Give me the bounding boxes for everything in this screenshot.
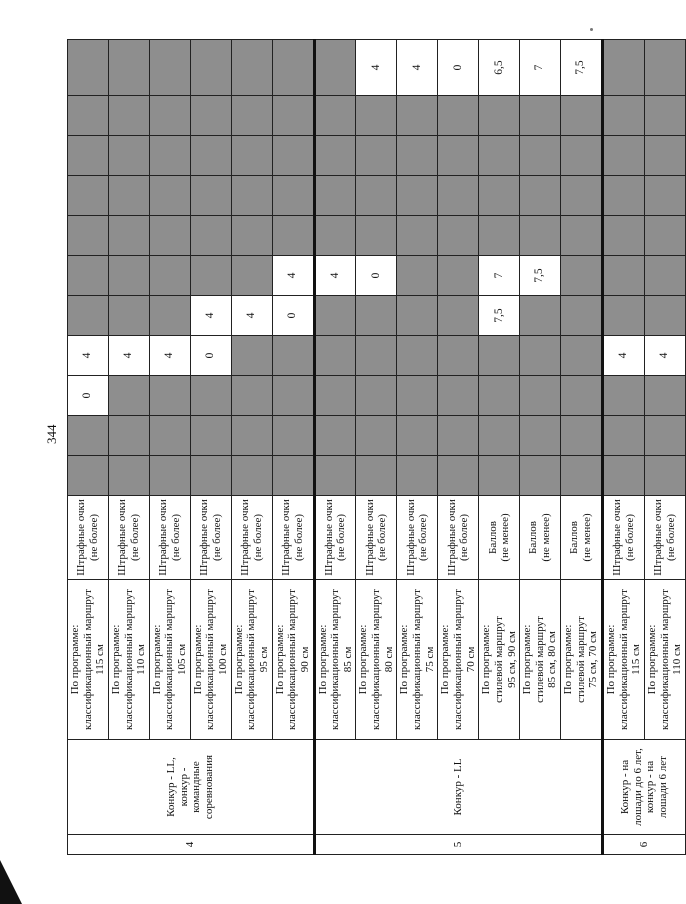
competition-name: Конкур - LL, конкур - командные соревнования [68, 740, 315, 835]
program-cell: По программе: классификационный маршрут 75 см [397, 580, 438, 740]
empty-cell [356, 136, 397, 176]
empty-cell [438, 176, 479, 216]
empty-cell [561, 176, 603, 216]
empty-cell [397, 96, 438, 136]
program-cell: По программе: классификационный маршрут 90 см [272, 580, 314, 740]
program-cell: По программе: классификационный маршрут 110 см [108, 580, 149, 740]
empty-cell [149, 376, 190, 416]
empty-cell [479, 456, 520, 496]
empty-cell [231, 416, 272, 456]
empty-cell [397, 176, 438, 216]
empty-cell [356, 376, 397, 416]
value-cell: 7,5 [479, 296, 520, 336]
table-row [108, 40, 149, 855]
empty-cell [231, 256, 272, 296]
empty-cell [561, 456, 603, 496]
table-body [68, 40, 686, 855]
empty-cell [644, 456, 685, 496]
value-cell: 0 [272, 296, 314, 336]
empty-cell [356, 96, 397, 136]
empty-cell [397, 416, 438, 456]
empty-cell [68, 96, 109, 136]
empty-cell [314, 416, 356, 456]
empty-cell [108, 40, 149, 96]
scan-speck [590, 28, 593, 31]
unit-cell: Баллов (не менее) [561, 496, 603, 580]
empty-cell [68, 256, 109, 296]
empty-cell [272, 336, 314, 376]
empty-cell [397, 256, 438, 296]
program-cell: По программе: классификационный маршрут 100 см [190, 580, 231, 740]
unit-cell: Штрафные очки (не более) [602, 496, 644, 580]
empty-cell [149, 416, 190, 456]
empty-cell [231, 216, 272, 256]
program-cell: По программе: классификационный маршрут 110 см [644, 580, 685, 740]
unit-cell: Баллов (не менее) [479, 496, 520, 580]
empty-cell [561, 136, 603, 176]
unit-cell: Штрафные очки (не более) [149, 496, 190, 580]
empty-cell [108, 256, 149, 296]
empty-cell [190, 456, 231, 496]
unit-cell: Штрафные очки (не более) [314, 496, 356, 580]
empty-cell [479, 216, 520, 256]
value-cell: 4 [149, 336, 190, 376]
empty-cell [561, 336, 603, 376]
empty-cell [68, 136, 109, 176]
empty-cell [644, 136, 685, 176]
table-row [602, 40, 644, 855]
empty-cell [438, 216, 479, 256]
unit-cell: Штрафные очки (не более) [272, 496, 314, 580]
value-cell: 4 [231, 296, 272, 336]
program-cell: По программе: классификационный маршрут 115 см [602, 580, 644, 740]
empty-cell [190, 96, 231, 136]
empty-cell [356, 216, 397, 256]
unit-cell: Штрафные очки (не более) [108, 496, 149, 580]
empty-cell [520, 416, 561, 456]
empty-cell [356, 296, 397, 336]
program-cell: По программе: классификационный маршрут 70 см [438, 580, 479, 740]
section-number: 6 [602, 835, 685, 855]
empty-cell [644, 416, 685, 456]
empty-cell [68, 456, 109, 496]
empty-cell [231, 96, 272, 136]
table-row [68, 40, 109, 855]
empty-cell [479, 336, 520, 376]
empty-cell [644, 376, 685, 416]
empty-cell [438, 96, 479, 136]
empty-cell [397, 336, 438, 376]
empty-cell [479, 416, 520, 456]
empty-cell [231, 176, 272, 216]
empty-cell [397, 216, 438, 256]
empty-cell [602, 296, 644, 336]
empty-cell [520, 136, 561, 176]
empty-cell [561, 296, 603, 336]
empty-cell [149, 456, 190, 496]
empty-cell [68, 416, 109, 456]
program-cell: По программе: классификационный маршрут 95 см [231, 580, 272, 740]
empty-cell [68, 296, 109, 336]
empty-cell [520, 456, 561, 496]
empty-cell [314, 136, 356, 176]
unit-cell: Баллов (не менее) [520, 496, 561, 580]
value-cell: 4 [190, 296, 231, 336]
empty-cell [149, 96, 190, 136]
empty-cell [314, 456, 356, 496]
empty-cell [479, 136, 520, 176]
table-row [190, 40, 231, 855]
empty-cell [149, 216, 190, 256]
empty-cell [644, 176, 685, 216]
empty-cell [644, 96, 685, 136]
scan-corner-mark [0, 860, 22, 904]
value-cell: 4 [68, 336, 109, 376]
empty-cell [108, 456, 149, 496]
value-cell: 4 [314, 256, 356, 296]
empty-cell [602, 176, 644, 216]
empty-cell [438, 256, 479, 296]
table-row [356, 40, 397, 855]
unit-cell: Штрафные очки (не более) [438, 496, 479, 580]
empty-cell [272, 96, 314, 136]
empty-cell [272, 416, 314, 456]
empty-cell [561, 216, 603, 256]
empty-cell [231, 336, 272, 376]
value-cell: 7,5 [520, 256, 561, 296]
empty-cell [272, 40, 314, 96]
empty-cell [108, 176, 149, 216]
empty-cell [314, 296, 356, 336]
value-cell: 4 [272, 256, 314, 296]
empty-cell [231, 376, 272, 416]
empty-cell [561, 376, 603, 416]
empty-cell [314, 40, 356, 96]
table-row [438, 40, 479, 855]
empty-cell [356, 456, 397, 496]
value-cell: 0 [356, 256, 397, 296]
empty-cell [190, 376, 231, 416]
unit-cell: Штрафные очки (не более) [397, 496, 438, 580]
empty-cell [520, 336, 561, 376]
empty-cell [149, 176, 190, 216]
empty-cell [231, 456, 272, 496]
empty-cell [108, 96, 149, 136]
empty-cell [314, 176, 356, 216]
page-number: 344 [44, 424, 59, 444]
empty-cell [602, 96, 644, 136]
empty-cell [149, 296, 190, 336]
empty-cell [520, 216, 561, 256]
empty-cell [314, 376, 356, 416]
empty-cell [190, 176, 231, 216]
empty-cell [438, 376, 479, 416]
empty-cell [561, 256, 603, 296]
value-cell: 7,5 [561, 40, 603, 96]
empty-cell [644, 256, 685, 296]
empty-cell [602, 456, 644, 496]
unit-cell: Штрафные очки (не более) [356, 496, 397, 580]
unit-cell: Штрафные очки (не более) [231, 496, 272, 580]
program-cell: По программе: классификационный маршрут 85 см [314, 580, 356, 740]
empty-cell [644, 296, 685, 336]
empty-cell [356, 416, 397, 456]
empty-cell [108, 416, 149, 456]
empty-cell [272, 376, 314, 416]
empty-cell [520, 96, 561, 136]
value-cell: 7 [520, 40, 561, 96]
rotated-table-wrapper [67, 40, 684, 855]
empty-cell [438, 336, 479, 376]
empty-cell [68, 216, 109, 256]
empty-cell [108, 216, 149, 256]
program-cell: По программе: стилевой маршрут 85 см, 80 см [520, 580, 561, 740]
empty-cell [68, 176, 109, 216]
value-cell: 4 [644, 336, 685, 376]
empty-cell [479, 96, 520, 136]
empty-cell [356, 176, 397, 216]
empty-cell [272, 136, 314, 176]
empty-cell [561, 416, 603, 456]
empty-cell [438, 416, 479, 456]
empty-cell [314, 216, 356, 256]
empty-cell [520, 296, 561, 336]
empty-cell [149, 256, 190, 296]
empty-cell [149, 40, 190, 96]
empty-cell [190, 256, 231, 296]
empty-cell [149, 136, 190, 176]
empty-cell [602, 416, 644, 456]
table-row [397, 40, 438, 855]
empty-cell [356, 336, 397, 376]
empty-cell [272, 216, 314, 256]
empty-cell [602, 216, 644, 256]
empty-cell [272, 176, 314, 216]
value-cell: 0 [68, 376, 109, 416]
empty-cell [397, 456, 438, 496]
empty-cell [644, 216, 685, 256]
program-cell: По программе: классификационный маршрут 80 см [356, 580, 397, 740]
empty-cell [438, 136, 479, 176]
program-cell: По программе: классификационный маршрут 115 см [68, 580, 109, 740]
empty-cell [520, 376, 561, 416]
value-cell: 0 [438, 40, 479, 96]
value-cell: 7 [479, 256, 520, 296]
empty-cell [397, 296, 438, 336]
empty-cell [108, 136, 149, 176]
value-cell: 4 [397, 40, 438, 96]
table-row [231, 40, 272, 855]
value-cell: 4 [356, 40, 397, 96]
empty-cell [602, 40, 644, 96]
value-cell: 4 [602, 336, 644, 376]
empty-cell [314, 96, 356, 136]
table-row [520, 40, 561, 855]
empty-cell [438, 296, 479, 336]
empty-cell [602, 376, 644, 416]
table-row [644, 40, 685, 855]
empty-cell [108, 296, 149, 336]
empty-cell [479, 176, 520, 216]
competition-name: Конкур - LL [314, 740, 602, 835]
unit-cell: Штрафные очки (не более) [68, 496, 109, 580]
empty-cell [231, 40, 272, 96]
empty-cell [190, 416, 231, 456]
empty-cell [520, 176, 561, 216]
empty-cell [438, 456, 479, 496]
table-row [149, 40, 190, 855]
empty-cell [602, 136, 644, 176]
table-row [314, 40, 356, 855]
empty-cell [314, 336, 356, 376]
empty-cell [479, 376, 520, 416]
program-cell: По программе: стилевой маршрут 95 см, 90 см [479, 580, 520, 740]
value-cell: 4 [108, 336, 149, 376]
table-row [561, 40, 603, 855]
program-cell: По программе: стилевой маршрут 75 см, 70 см [561, 580, 603, 740]
empty-cell [108, 376, 149, 416]
empty-cell [190, 136, 231, 176]
table-row [479, 40, 520, 855]
empty-cell [272, 456, 314, 496]
empty-cell [190, 40, 231, 96]
section-number: 4 [68, 835, 315, 855]
empty-cell [397, 376, 438, 416]
unit-cell: Штрафные очки (не более) [190, 496, 231, 580]
competition-name: Конкур - на лошади до 6 лет, конкур - на лошади 6 лет [602, 740, 685, 835]
empty-cell [397, 136, 438, 176]
empty-cell [561, 96, 603, 136]
empty-cell [644, 40, 685, 96]
table-row [272, 40, 314, 855]
empty-cell [602, 256, 644, 296]
unit-cell: Штрафные очки (не более) [644, 496, 685, 580]
program-cell: По программе: классификационный маршрут 105 см [149, 580, 190, 740]
empty-cell [231, 136, 272, 176]
section-number: 5 [314, 835, 602, 855]
value-cell: 6,5 [479, 40, 520, 96]
standards-table [67, 39, 686, 855]
empty-cell [190, 216, 231, 256]
value-cell: 0 [190, 336, 231, 376]
empty-cell [68, 40, 109, 96]
